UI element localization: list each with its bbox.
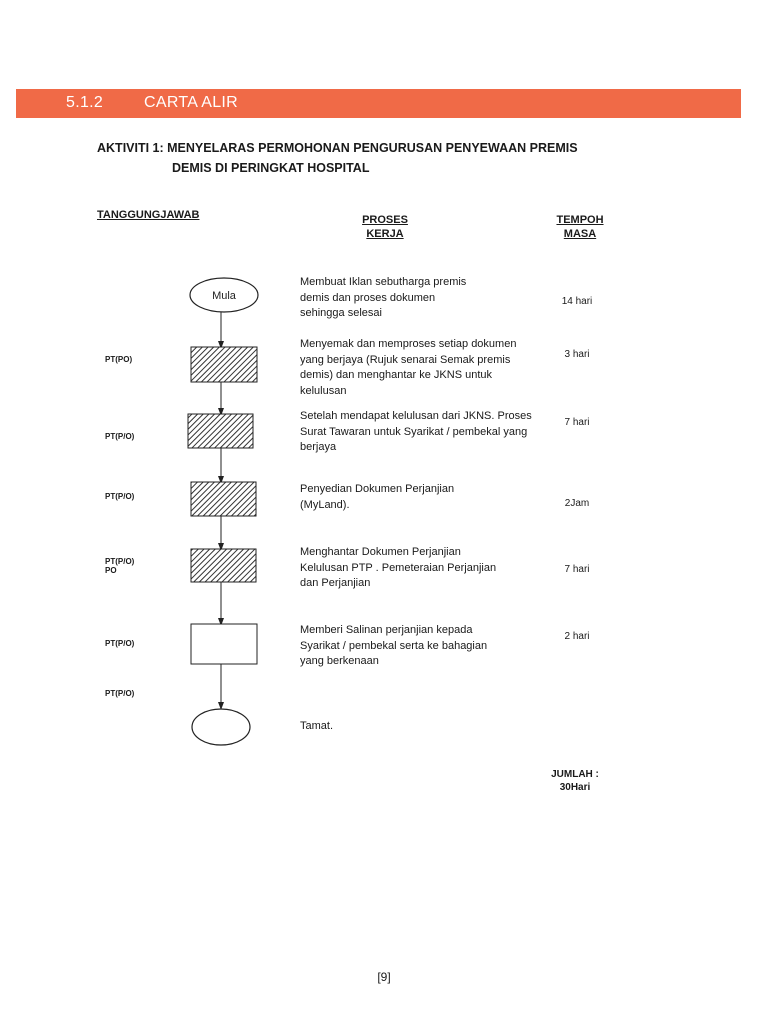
responsible-label: PT(P/O) — [105, 432, 135, 441]
section-title: CARTA ALIR — [144, 94, 238, 111]
step-duration: 7 hari — [564, 564, 590, 575]
header-duration-line-1: TEMPOH — [556, 214, 604, 226]
process-box-1 — [191, 347, 257, 382]
page-number: [9] — [377, 970, 391, 984]
total-value: 30Hari — [559, 782, 591, 793]
step-duration: 2 hari — [564, 631, 590, 642]
responsible-label: PT(P/O) — [105, 492, 135, 501]
step-description: Membuat Iklan sebutharga premis demis dan proses dokumen sehingga selesai — [300, 276, 467, 319]
process-box-5 — [191, 624, 257, 664]
header-process-line-2: KERJA — [366, 228, 404, 240]
responsible-label: PT(P/O) PO — [105, 557, 135, 575]
total-label: JUMLAH : — [551, 769, 599, 780]
step-description: Setelah mendapat kelulusan dari JKNS. Proses Surat Tawaran untuk Syarikat / pembekal yang berjaya — [300, 410, 532, 453]
step-description: Menghantar Dokumen Perjanjian Kelulusan PTP . Pemeteraian Perjanjian dan Perjanjian — [300, 546, 497, 589]
step-description: Memberi Salinan perjanjian kepada Syarikat / pembekal serta ke bahagian yang berkenaan — [300, 624, 488, 667]
end-terminator — [192, 709, 250, 745]
start-label: Mula — [212, 290, 236, 302]
step-duration: 7 hari — [564, 417, 590, 428]
end-label: Tamat. — [300, 720, 334, 732]
activity-title-line-2: DEMIS DI PERINGKAT HOSPITAL — [172, 161, 370, 175]
header-duration-line-2: MASA — [563, 228, 597, 240]
responsible-label: PT(P/O) — [105, 639, 135, 648]
step-duration: 14 hari — [561, 296, 593, 307]
header-responsibility: TANGGUNGJAWAB — [97, 209, 200, 221]
responsible-label: PT(PO) — [105, 355, 133, 364]
process-box-2 — [188, 414, 253, 448]
total-duration — [530, 768, 620, 794]
step-description: Menyemak dan memproses setiap dokumen yang berjaya (Rujuk senarai Semak premis demis) dan menghantar ke JKNS untuk kelulusan — [300, 338, 517, 397]
process-box-4 — [191, 549, 256, 582]
section-number: 5.1.2 — [66, 94, 104, 111]
activity-title-line-1: AKTIVITI 1: MENYELARAS PERMOHONAN PENGURUSAN PENYEWAAN PREMIS — [97, 141, 578, 155]
step-description: Penyedian Dokumen Perjanjian (MyLand). — [300, 483, 455, 511]
header-process-line-1: PROSES — [362, 214, 408, 226]
step-duration: 3 hari — [564, 349, 590, 360]
step-duration: 2Jam — [564, 498, 590, 509]
responsible-label: PT(P/O) — [105, 689, 135, 698]
process-box-3 — [191, 482, 256, 516]
